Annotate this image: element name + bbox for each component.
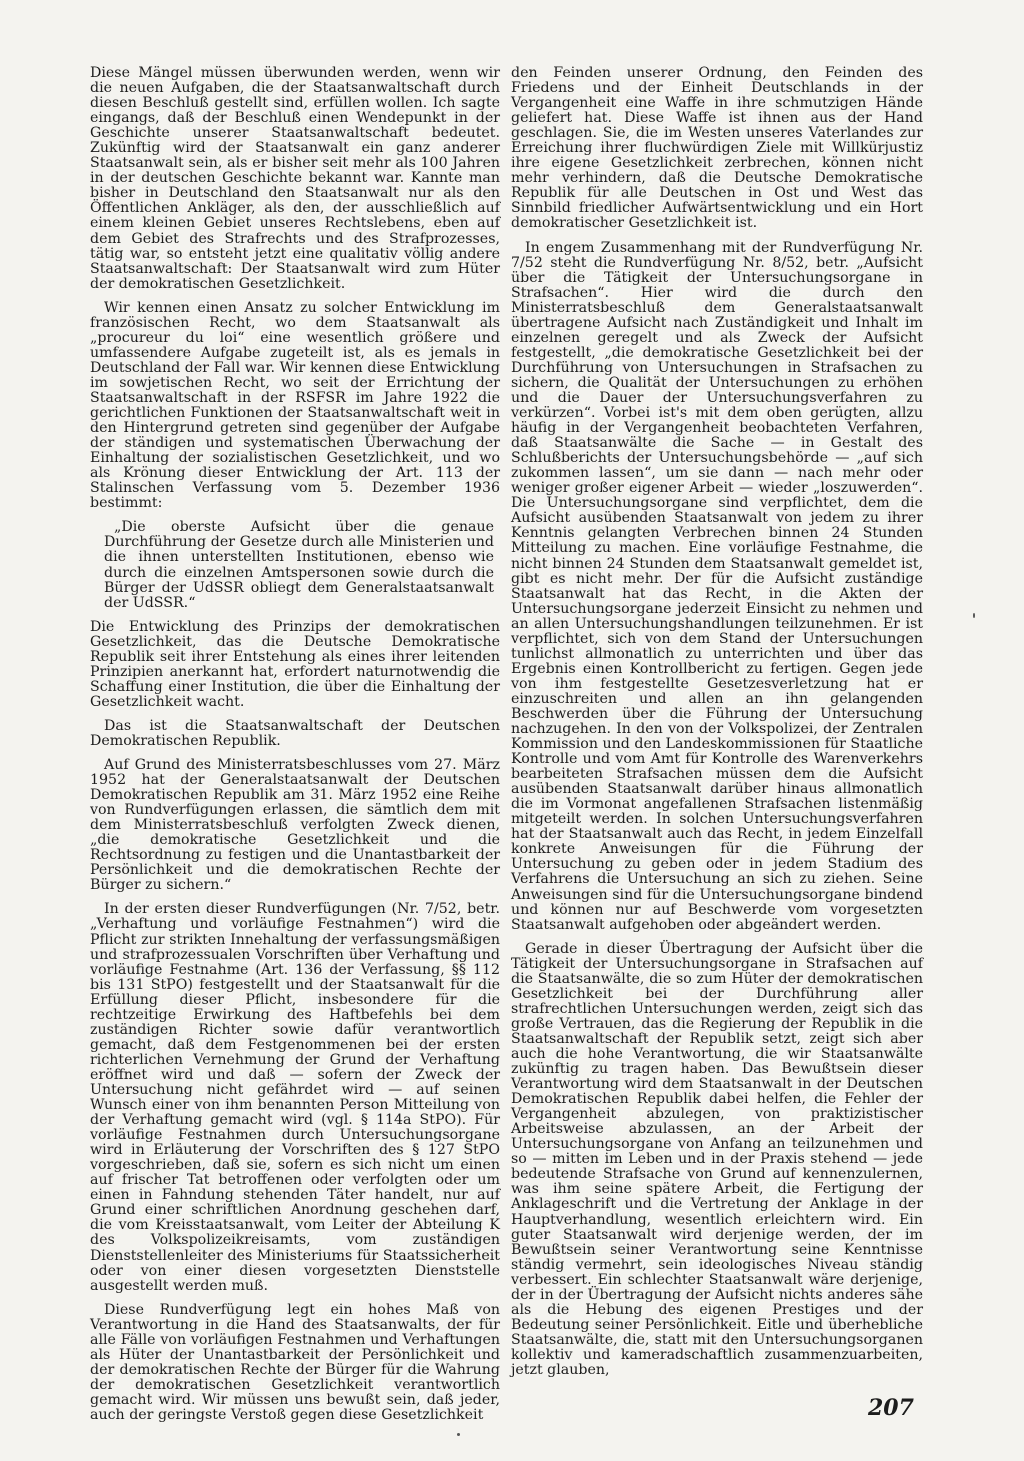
paragraph: Auf Grund des Ministerratsbeschlusses vom 27. März 1952 hat der Generalstaatsanwalt der Deutschen Demokratischen Republik am 31. März 1952 eine Reihe von Rundverfügungen erlassen, die sämtlich dem mit dem Ministerratsbeschluß verfolgten Zweck dienen, „die demokratische Gesetzlichkeit und die Rechtsordnung zu festigen und die Unantastbarkeit der Persönlichkeit und die demokratischen Rechte der Bürger zu sichern.“ — [90, 757, 500, 894]
scan-speck — [457, 1433, 460, 1436]
paragraph: In engem Zusammenhang mit der Rundverfügung Nr. 7/52 steht die Rundverfügung Nr. 8/52, betr. „Aufsicht über die Tätigkeit der Untersuchungsorgane in Strafsachen“. Hier wird die durch den Ministerratsbeschluß dem Generalstaatsanwalt übertragene Aufsicht nach Zuständigkeit und Inhalt im einzelnen geregelt und als Zweck der Aufsicht festgestellt, „die demokratische Gesetzlichkeit bei der Durchführung von Untersuchungen in Strafsachen zu sichern, die Qualität der Untersuchungen zu erhöhen und die Dauer der Untersuchungsverfahren zu verkürzen“. Vorbei ist's mit dem oben gerügten, allzu häufig in der Vergangenheit beobachteten Verfahren, daß Staatsanwälte die Sache — in Gestalt des Schlußberichts der Untersuchungsbehörde — „auf sich zukommen lassen“, um sie dann — nach mehr oder weniger großer eigener Arbeit — wieder „loszuwerden“. Die Untersuchungsorgane sind verpflichtet, dem die Aufsicht ausübenden Staatsanwalt von jedem zu ihrer Kenntnis gelangten Verbrechen binnen 24 Stunden Mitteilung zu machen. Eine vorläufige Festnahme, die nicht binnen 24 Stunden dem Staatsanwalt gemeldet ist, gibt es nicht mehr. Der für die Aufsicht zuständige Staatsanwalt hat das Recht, in die Akten der Untersuchungsorgane jederzeit Einsicht zu nehmen und an allen Untersuchungshandlungen teilzunehmen. Er ist verpflichtet, sich von dem Stand der Untersuchungen tunlichst allmonatlich zu unterrichten und über das Ergebnis einen Kontrollbericht zu fertigen. Gegen jede von ihm festgestellte Gesetzesverletzung hat er einzuschreiten und allen an ihn gelangenden Beschwerden über die Führung der Untersuchung nachzugehen. In den von der Volkspolizei, der Zentralen Kommission und den Landeskommissionen für Staatliche Kontrolle und vom Amt für Kontrolle des Warenverkehrs bearbeiteten Strafsachen müssen dem die Aufsicht ausübenden Staatsanwalt darüber hinaus allmonatlich die im Vormonat angefallenen Strafsachen listenmäßig mitgeteilt werden. In solchen Untersuchungsverfahren hat der Staatsanwalt auch das Recht, in jedem Einzelfall konkrete Anweisungen für die Führung der Untersuchung zu geben oder in jedem Stadium des Verfahrens die Untersuchung an sich zu ziehen. Seine Anweisungen sind für die Untersuchungsorgane bindend und können nur auf Beschwerde vom vorgesetzten Staatsanwalt aufgehoben oder abgeändert werden. — [511, 239, 923, 933]
left-text-column — [90, 66, 500, 1432]
block-quote: „Die oberste Aufsicht über die genaue Durchführung der Gesetze durch alle Ministerien und die ihnen unterstellten Institutionen, ebenso wie durch die einzelnen Amtspersonen sowie durch die Bürger der UdSSR obliegt dem Generalstaatsanwalt der UdSSR.“ — [104, 519, 494, 611]
paragraph: Diese Mängel müssen überwunden werden, wenn wir die neuen Aufgaben, die der Staatsanwaltschaft durch diesen Beschluß gestellt sind, erfüllen wollen. Ich sagte eingangs, daß der Beschluß einen Wendepunkt in der Geschichte unserer Staatsanwaltschaft bedeutet. Zukünftig wird der Staatsanwalt ein ganz anderer Staatsanwalt sein, als er bisher seit mehr als 100 Jahren in der deutschen Geschichte bekannt war. Kannte man bisher in Deutschland den Staatsanwalt nur als den Öffentlichen Ankläger, als den, der ausschließlich auf einem kleinen Gebiet unseres Rechtslebens, eben auf dem Gebiet des Strafrechts und des Strafprozesses, tätig war, so entsteht jetzt eine qualitativ völlig andere Staatsanwaltschaft: Der Staatsanwalt wird zum Hüter der demokratischen Gesetzlichkeit. — [90, 65, 500, 292]
paragraph: Gerade in dieser Übertragung der Aufsicht über die Tätigkeit der Untersuchungsorgane in Strafsachen auf die Staatsanwälte, die so zum Hüter der demokratischen Gesetzlichkeit bei der Durchführung aller strafrechtlichen Untersuchungen werden, zeigt sich das große Vertrauen, das die Regierung der Republik in die Staatsanwaltschaft der Republik setzt, zeigt sich aber auch die hohe Verantwortung, die wir Staatsanwälte zukünftig zu tragen haben. Das Bewußtsein dieser Verantwortung wird dem Staatsanwalt in der Deutschen Demokratischen Republik dabei helfen, die Fehler der Vergangenheit abzulegen, von praktizistischer Arbeitsweise abzulassen, an der Arbeit der Untersuchungsorgane von Anfang an teilzunehmen und so — mitten im Leben und in der Praxis stehend — jede bedeutende Strafsache von Grund auf kennenzulernen, was ihm seine spätere Arbeit, die Fertigung der Anklageschrift und die Vertretung der Anklage in der Hauptverhandlung, wesentlich erleichtern wird. Ein guter Staatsanwalt wird derjenige werden, der im Bewußtsein seiner Verantwortung seine Kenntnisse ständig vermehrt, sein ideologisches Niveau ständig verbessert. Ein schlechter Staatsanwalt wäre derjenige, der in der Übertragung der Aufsicht nichts anderes sähe als die Hebung des eigenen Prestiges und der Bedeutung seiner Persönlichkeit. Eitle und überhebliche Staatsanwälte, die, statt mit den Untersuchungsorganen kollektiv und kameradschaftlich zusammenzuarbeiten, jetzt glauben, — [511, 940, 923, 1378]
page-number: 207 — [868, 1395, 914, 1421]
paragraph: Die Entwicklung des Prinzips der demokratischen Gesetzlichkeit, das die Deutsche Demokratische Republik seit ihrer Entstehung als eines ihrer leitenden Prinzipien anerkannt hat, erfordert naturnotwendig die Schaffung einer Institution, die über die Einhaltung der Gesetzlichkeit wacht. — [90, 618, 500, 710]
paragraph: Wir kennen einen Ansatz zu solcher Entwicklung im französischen Recht, wo dem Staatsanwalt als „procureur du loi“ eine wesentlich größere und umfassendere Aufgabe zugeteilt ist, als es jemals in Deutschland der Fall war. Wir kennen diese Entwicklung im sowjetischen Recht, wo seit der Errichtung der Staatsanwaltschaft in der RSFSR im Jahre 1922 die gerichtlichen Funktionen der Staatsanwaltschaft weit in den Hintergrund getreten sind gegenüber der Aufgabe der ständigen und systematischen Überwachung der Einhaltung der sozialistischen Gesetzlichkeit, und wo als Krönung dieser Entwicklung der Art. 113 der Stalinschen Verfassung vom 5. Dezember 1936 bestimmt: — [90, 299, 500, 512]
right-text-column — [511, 66, 923, 1387]
scan-speck — [973, 613, 975, 618]
paragraph: Das ist die Staatsanwaltschaft der Deutschen Demokratischen Republik. — [90, 717, 500, 749]
paragraph: In der ersten dieser Rundverfügungen (Nr. 7/52, betr. „Verhaftung und vorläufige Festnahmen“) wird die Pflicht zur strikten Innehaltung der verfassungsmäßigen und strafprozessualen Vorschriften über Verhaftung und vorläufige Festnahme (Art. 136 der Verfassung, §§ 112 bis 131 StPO) festgestellt und der Staatsanwalt für die Erfüllung dieser Pflicht, insbesondere für die rechtzeitige Erwirkung des Haftbefehls bei dem zuständigen Richter sowie dafür verantwortlich gemacht, daß dem Festgenommenen bei der ersten richterlichen Vernehmung der Grund der Verhaftung eröffnet wird und daß — sofern der Zweck der Untersuchung nicht gefährdet wird — auf seinen Wunsch einer von ihm benannten Person Mitteilung von der Verhaftung gemacht wird (vgl. § 114a StPO). Für vorläufige Festnahmen durch Untersuchungsorgane wird in Erläuterung der Vorschriften des § 127 StPO vorgeschrieben, daß sie, sofern es sich nicht um einen auf frischer Tat betroffenen oder verfolgten oder um einen in Fahndung stehenden Täter handelt, nur auf Grund einer schriftlichen Anordnung geschehen darf, die vom Kreisstaatsanwalt, vom Leiter der Abteilung K des Volkspolizeikreisamts, vom zuständigen Dienststellenleiter des Ministeriums für Staatssicherheit oder von einer diesen vorgesetzten Dienststelle ausgestellt werden muß. — [90, 901, 500, 1294]
paragraph: Diese Rundverfügung legt ein hohes Maß von Verantwortung in die Hand des Staatsanwalts, der für alle Fälle von vorläufigen Festnahmen und Verhaftungen als Hüter der Unantastbarkeit der Persönlichkeit und der demokratischen Rechte der Bürger für die Wahrung der demokratischen Gesetzlichkeit verantwortlich gemacht wird. Wir müssen uns bewußt sein, daß jeder, auch der geringste Verstoß gegen diese Gesetzlichkeit — [90, 1301, 500, 1423]
paragraph: den Feinden unserer Ordnung, den Feinden des Friedens und der Einheit Deutschlands in der Vergangenheit eine Waffe in ihre schmutzigen Hände geliefert hat. Diese Waffe ist ihnen aus der Hand geschlagen. Sie, die im Westen unseres Vaterlandes zur Erreichung ihrer fluchwürdigen Ziele mit Willkürjustiz ihre eigene Gesetzlichkeit zerbrechen, können nicht mehr verhindern, daß die Deutsche Demokratische Republik für alle Deutschen in Ost und West das Sinnbild friedlicher Aufwärtsentwicklung und ein Hort demokratischer Gesetzlichkeit ist. — [511, 65, 923, 232]
